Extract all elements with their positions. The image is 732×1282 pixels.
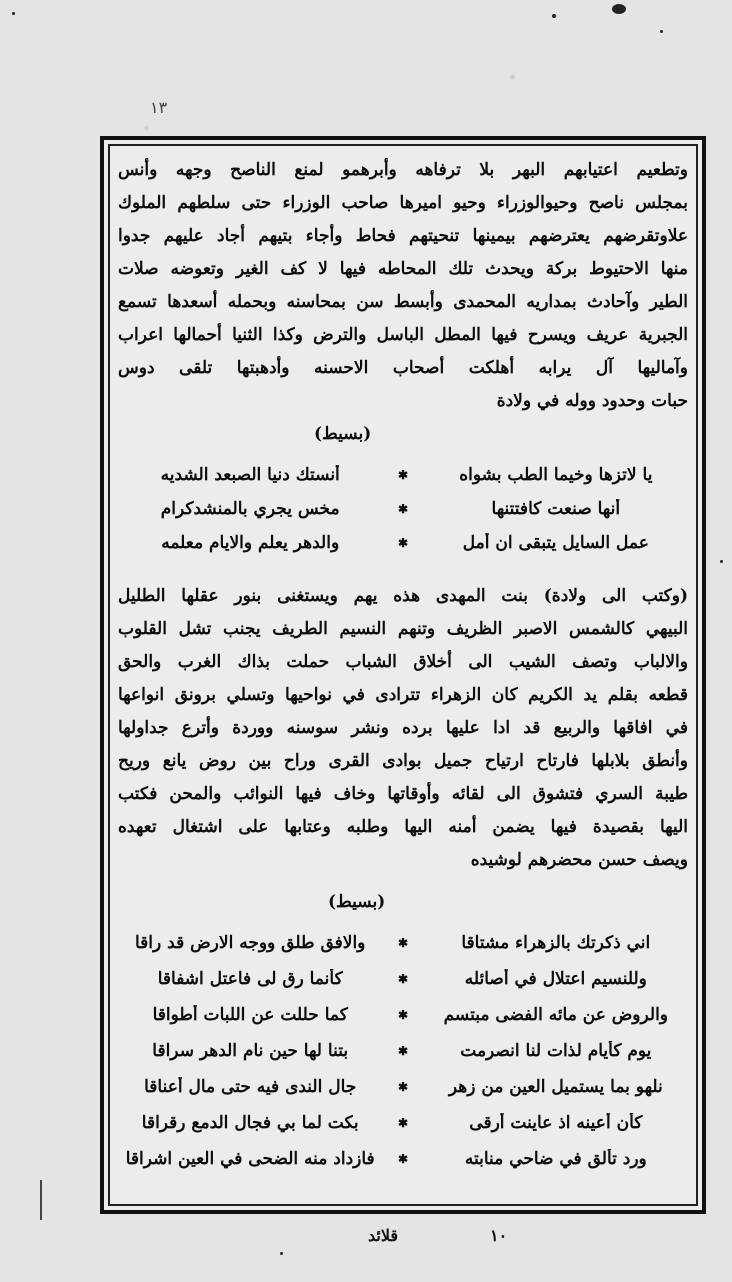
prose-block-top (118, 154, 688, 418)
verse-row (120, 1070, 686, 1104)
verse-right-hemistich: والروض عن مائه الفضى مبتسم (443, 1005, 669, 1025)
verse-separator-star: ✱ (397, 536, 409, 550)
prose-line: علاوتقرضهم يعترضهم بيمينها تنحيتهم فحاط وأجاء بتيهم أجاد عليهم جدوا (118, 226, 688, 246)
verse-row (120, 458, 686, 492)
verse-separator-star: ✱ (397, 936, 409, 950)
verse-separator-star: ✱ (397, 1152, 409, 1166)
verse-separator-star: ✱ (397, 1008, 409, 1022)
page-number: ١٠ (490, 1226, 508, 1245)
verse-left-hemistich: أنستك دنيا الصبعد الشديه (160, 465, 340, 485)
verse-row (120, 1034, 686, 1068)
verse-separator-star: ✱ (397, 1116, 409, 1130)
verse-separator-star: ✱ (397, 502, 409, 516)
prose-line: في افاقها والربيع قد ادا عليها برده ونشر سوسنه ووردة وأترع جداولها (118, 718, 688, 738)
verse-left-hemistich: بتنا لها حين نام الدهر سراقا (152, 1041, 349, 1061)
verse-left-hemistich: مخس يجري بالمنشدكرام (160, 499, 340, 519)
verse-separator-star: ✱ (397, 1044, 409, 1058)
verse-left-hemistich: فازداد منه الضحى في العين اشراقا (125, 1149, 375, 1169)
verse-separator-star: ✱ (397, 1080, 409, 1094)
prose-line: اليها بقصيدة فيها يضمن أمنه اليها وطلبه وعتابها على اشتغال تعهده (118, 817, 688, 837)
margin-mark (40, 1180, 42, 1220)
page-top-mark: ١٣ (150, 98, 168, 117)
verse-right-hemistich: عمل السايل يتبقى ان أمل (462, 533, 649, 553)
verse-right-hemistich: وللنسيم اعتلال في أصائله (464, 969, 647, 989)
verse-row (120, 1106, 686, 1140)
prose-line: ويصف حسن محضرهم لوشيده (470, 850, 688, 870)
verse-row (120, 962, 686, 996)
prose-line: والالباب وتصف الشيب الى أخلاق الشباب حملت بذاك الغرب والحق (118, 652, 688, 672)
verse-row (120, 492, 686, 526)
verse-right-hemistich: أنها صنعت كافتتنها (491, 499, 621, 519)
prose-line: وأنطق بلابلها فارتاح ارتياح جميل بوادى القرى وراح بين روض يانع وريح (118, 751, 688, 771)
verse-left-hemistich: والافق طلق ووجه الارض قد راقا (135, 933, 366, 953)
prose-line: وآماليها آل يرابه أهلكت أصحاب الاحسنه وأدهبتها تلقى دوس (118, 358, 688, 378)
verse-left-hemistich: كما حللت عن اللبات أطواقا (152, 1005, 348, 1025)
prose-line: بمجلس ناصح وحيوالوزراء وحيو اميرها صاحب الوزراء حتى سلطهم الملوك (118, 193, 688, 213)
verse-right-hemistich: كأن أعينه اذ عاينت أرقى (469, 1113, 643, 1133)
prose-line: (وكتب الى ولادة) بنت المهدى هذه يهم ويستغنى بنور عقلها الطليل (118, 586, 688, 606)
verse-separator-star: ✱ (397, 468, 409, 482)
verse-left-hemistich: والدهر يعلم والايام معلمه (161, 533, 340, 553)
prose-block-middle (118, 580, 688, 877)
verse-right-hemistich: يوم كأيام لذات لنا انصرمت (460, 1041, 652, 1061)
prose-line: حبات وحدود ووله في ولادة (496, 391, 688, 411)
verse-row (120, 926, 686, 960)
verse-right-hemistich: اني ذكرتك بالزهراء مشتاقا (461, 933, 651, 953)
catchword: قلائد (368, 1226, 399, 1245)
page-footer (0, 1222, 732, 1252)
verse-separator-star: ✱ (397, 972, 409, 986)
verse-row (120, 998, 686, 1032)
prose-line: وتطعيم اعتيابهم البهر بلا ترفاهه وأبرهمو لمنع الناصح وجهه وأنس (118, 160, 688, 180)
verse-left-hemistich: جال الندى فيه حتى مال أعناقا (144, 1077, 357, 1097)
verse-right-hemistich: نلهو بما يستميل العين من زهر (448, 1077, 663, 1097)
prose-line: طيبة السري فتشوق الى لقائه وأوقاتها وخاف فيها النوائب والمحن فكتب (118, 784, 688, 804)
verse-left-hemistich: كأنما رق لى فاعتل اشفاقا (157, 969, 343, 989)
prose-line: منها الاحتيوط بركة ويحدث تلك المحاطه فيها لا كف الغير وتعوضه صلات (118, 259, 688, 279)
verse-row (120, 1142, 686, 1176)
meter-heading-2: (بسيط) (328, 892, 386, 912)
verse-left-hemistich: بكت لما بي فجال الدمع رقراقا (141, 1113, 359, 1133)
prose-line: الجبرية عريف ويسرح فيها المطل الباسل والترض وكذا الثنيا أحمالها اعراب (118, 325, 688, 345)
prose-line: الطير وآحادث بمداريه المحمدى وأبسط سن بمحاسنه وبحمله أسعدها تسمع (118, 292, 688, 312)
meter-heading-1: (بسيط) (314, 424, 372, 444)
prose-line: قطعه بقلم يد الكريم كان الزهراء تترادى في نواحيها وتسلي برونق انواعها (118, 685, 688, 705)
prose-line: البيهي كالشمس الاصبر الظريف وتنهم النسيم الطريف يجنب تشل القلوب (118, 619, 688, 639)
verse-right-hemistich: ورد تألق في ضاحي منابته (464, 1149, 647, 1169)
verse-right-hemistich: يا لاتزها وخيما الطب بشواه (459, 465, 653, 485)
verse-row (120, 526, 686, 560)
text-frame (100, 136, 706, 1214)
